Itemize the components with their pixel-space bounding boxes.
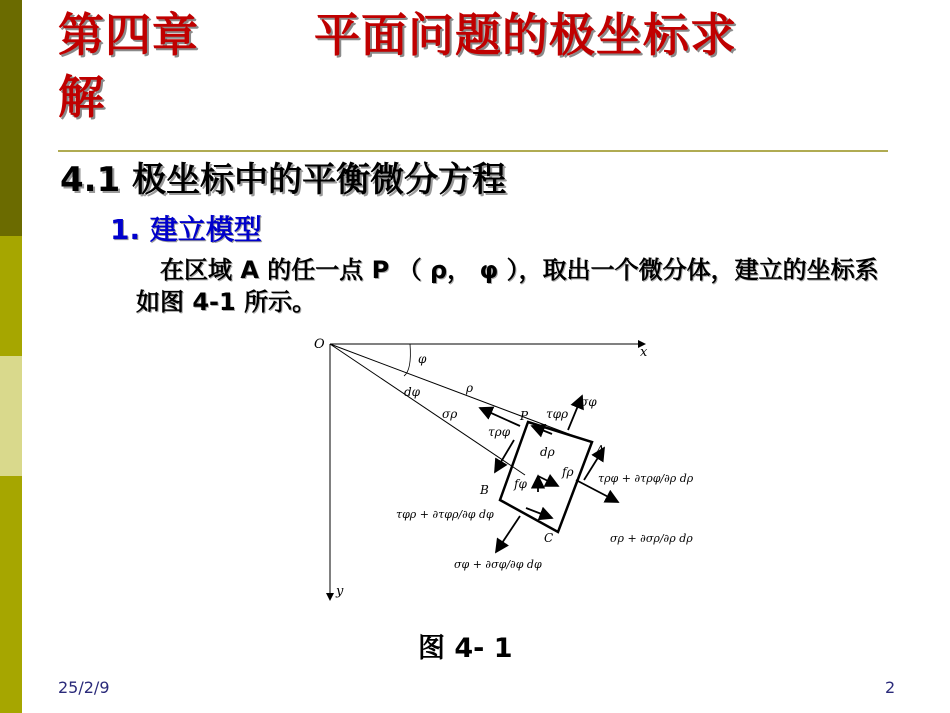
tau-rho-phi-plus-label: τρφ + ∂τρφ/∂ρ dρ [598,472,694,485]
section-heading: 4.1 极坐标中的平衡微分方程 [60,160,507,200]
phi-arc [404,344,410,376]
f-rho-label: fρ [562,465,574,479]
tau-rho-phi-label: τρφ [488,425,511,439]
dphi-label: dφ [404,385,421,399]
title-chapter: 第四章 [58,8,199,62]
tau-phi-rho-plus-label: τφρ + ∂τφρ/∂φ dφ [396,508,494,521]
f-phi-label: fφ [514,477,527,491]
radius-line-upper [330,344,590,442]
phi-label: φ [418,352,427,366]
rho-label: ρ [466,381,474,395]
slide-page-number: 2 [885,678,896,697]
left-decor-bar [0,0,22,713]
sigma-phi-plus-label: σφ + ∂σφ/∂φ dφ [454,558,542,571]
x-axis-label: x [640,345,648,360]
sigma-phi-plus-arrow [496,516,520,552]
figure-caption: 图 4- 1 [418,633,513,664]
sigma-rho-label: σρ [442,407,458,421]
sigma-rho-arrow [480,408,520,426]
y-axis-label: y [336,584,344,599]
d-rho-label: dρ [540,445,555,459]
subsection-heading: 1. 建立模型 [110,213,262,246]
title-topic: 平面问题的极坐标求 [314,8,737,62]
f-rho-arrow [538,476,558,486]
body-paragraph: 在区域 A 的任一点 P （ ρ， φ ），取出一个微分体，建立的坐标系如图 4-1 所示。 [136,256,879,316]
bar-segment-1 [0,0,22,236]
bar-segment-4 [0,476,22,713]
bar-segment-3 [0,356,22,476]
point-p-label: P [520,409,529,423]
point-b-label: B [480,483,489,497]
bar-segment-2 [0,236,22,356]
polar-element-figure [300,330,700,610]
origin-label: O [314,337,325,352]
sigma-rho-plus-label: σρ + ∂σρ/∂ρ dρ [610,532,693,545]
title-topic-end: 解 [58,70,105,124]
point-a-label: A [596,443,605,457]
slide-date: 25/2/9 [58,678,110,697]
slide-title [58,4,898,128]
radius-line-lower [330,344,525,475]
tau-phi-rho-label: τφρ [546,407,569,421]
point-c-label: C [544,531,554,545]
sigma-phi-label: σφ [580,395,597,409]
